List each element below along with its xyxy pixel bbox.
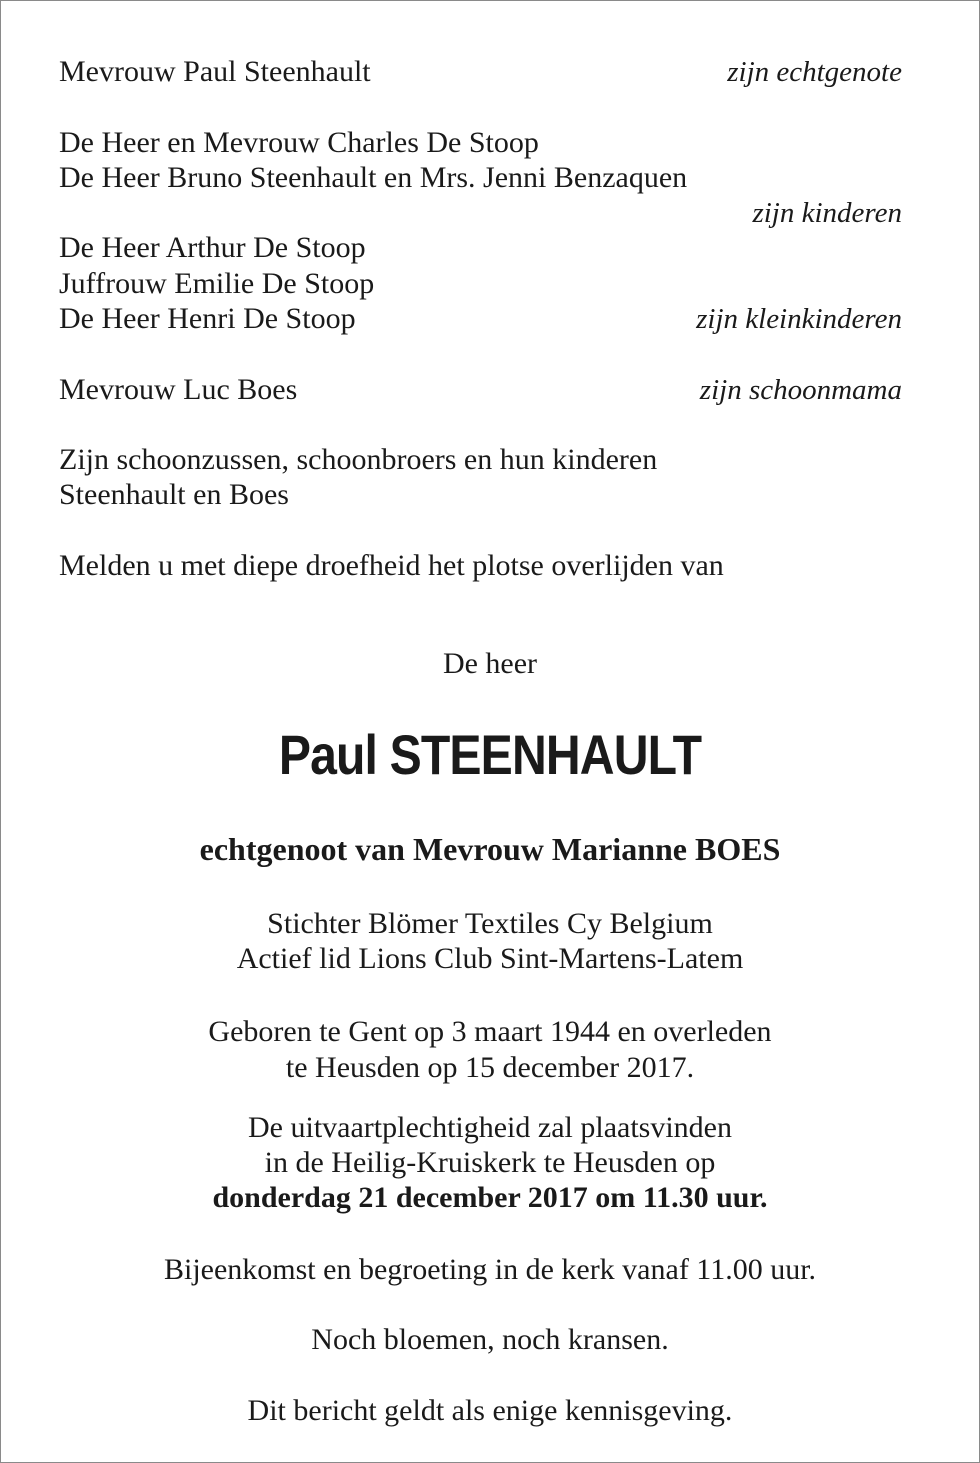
deceased-name: Paul STEENHAULT	[278, 723, 702, 786]
child-name: De Heer en Mevrouw Charles De Stoop	[59, 126, 539, 159]
in-laws-line: Zijn schoonzussen, schoonbroers en hun kinderen	[59, 443, 658, 476]
gathering-line: Bijeenkomst en begroeting in de kerk vanaf 11.00 uur.	[163, 1253, 817, 1286]
role-line: Actief lid Lions Club Sint-Martens-Latem	[236, 942, 744, 975]
life-line: te Heusden op 15 december 2017.	[285, 1051, 695, 1084]
grandchildren-relation: zijn kleinkinderen	[696, 303, 902, 335]
notice-line: Dit bericht geldt als enige kennisgeving.	[247, 1394, 733, 1427]
funeral-line: in de Heilig-Kruiskerk te Heusden op	[264, 1146, 716, 1179]
grandchild-name: De Heer Henri De Stoop	[59, 302, 356, 335]
flowers-line: Noch bloemen, noch kransen.	[311, 1323, 669, 1356]
children-relation: zijn kinderen	[752, 197, 902, 229]
mother-in-law-name: Mevrouw Luc Boes	[59, 373, 298, 406]
wife-relation: zijn echtgenote	[727, 56, 902, 88]
child-name: De Heer Bruno Steenhault en Mrs. Jenni Benzaquen	[59, 161, 688, 194]
in-laws-line: Steenhault en Boes	[59, 478, 289, 511]
grandchild-name: Juffrouw Emilie De Stoop	[59, 267, 375, 300]
life-line: Geboren te Gent op 3 maart 1944 en overleden	[208, 1015, 772, 1048]
announcement: Melden u met diepe droefheid het plotse overlijden van	[59, 549, 724, 582]
funeral-line: De uitvaartplechtigheid zal plaatsvinden	[248, 1111, 732, 1144]
spouse-line: echtgenoot van Mevrouw Marianne BOES	[199, 831, 781, 867]
grandchild-name: De Heer Arthur De Stoop	[59, 231, 366, 264]
wife-name: Mevrouw Paul Steenhault	[59, 55, 371, 88]
funeral-date: donderdag 21 december 2017 om 11.30 uur.	[212, 1181, 768, 1214]
mother-in-law-relation: zijn schoonmama	[699, 374, 902, 406]
role-line: Stichter Blömer Textiles Cy Belgium	[267, 907, 713, 940]
salutation: De heer	[442, 647, 538, 680]
